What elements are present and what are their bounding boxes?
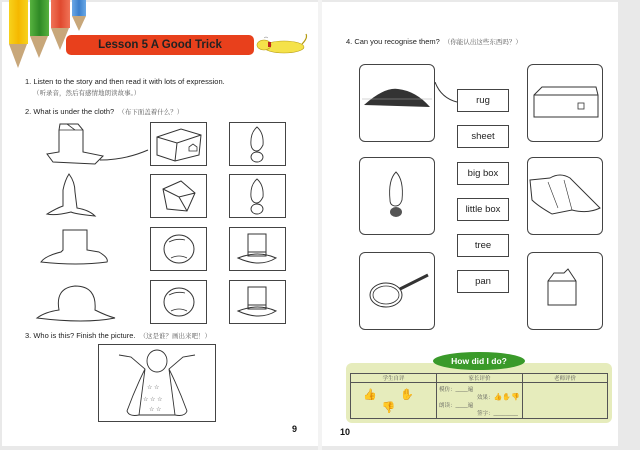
top-hat-icon bbox=[230, 281, 285, 323]
rug-icon bbox=[360, 65, 434, 141]
big-box-icon bbox=[528, 65, 602, 141]
little-box-icon bbox=[528, 253, 602, 329]
question-4-cn: （你能认出这些东西吗？） bbox=[443, 39, 522, 46]
sleeping-dog-icon bbox=[254, 32, 310, 54]
match-line bbox=[435, 82, 459, 104]
parent-effect-label: 效果： bbox=[477, 395, 494, 401]
question-1 bbox=[25, 77, 225, 86]
match-line bbox=[100, 148, 150, 162]
potted-tree-icon bbox=[360, 158, 434, 234]
picture-sheet[interactable] bbox=[527, 157, 603, 235]
option-ball-2[interactable] bbox=[150, 280, 207, 324]
sheet-icon bbox=[528, 158, 602, 234]
picture-rug[interactable] bbox=[359, 64, 435, 142]
frying-pan-icon bbox=[360, 253, 434, 329]
wizard-figure-icon bbox=[99, 345, 215, 421]
little-box-icon bbox=[151, 175, 206, 217]
question-2-cn: （布下面盖着什么？） bbox=[118, 109, 184, 116]
question-1-text: 1. Listen to the story and then read it with lots of expression. bbox=[25, 77, 225, 86]
covered-hat-drawing bbox=[37, 228, 111, 268]
parent-sign: 签字：________ bbox=[477, 411, 518, 417]
picture-tree[interactable] bbox=[359, 157, 435, 235]
col-teacher-eval: 老师评价 bbox=[523, 374, 608, 383]
how-did-i-do-badge: How did I do? bbox=[433, 352, 525, 370]
teacher-eval-cell[interactable] bbox=[523, 383, 608, 419]
option-little-box[interactable] bbox=[150, 174, 207, 218]
option-big-box[interactable] bbox=[150, 122, 207, 166]
option-ball-1[interactable] bbox=[150, 227, 207, 271]
question-3 bbox=[25, 331, 211, 340]
question-2 bbox=[25, 107, 183, 116]
svg-text:☆ ☆: ☆ ☆ bbox=[149, 407, 162, 413]
evaluation-table bbox=[350, 373, 608, 419]
thumbs-rating-icons[interactable]: 👍 ✋ 👎 bbox=[363, 388, 424, 414]
question-3-text: 3. Who is this? Finish the picture. bbox=[25, 331, 136, 340]
question-1-cn bbox=[33, 88, 140, 97]
potted-tree-icon bbox=[230, 175, 285, 217]
svg-text:☆ ☆ ☆: ☆ ☆ ☆ bbox=[143, 397, 163, 403]
picture-little-box[interactable] bbox=[527, 252, 603, 330]
question-1-cn-text: （听录音，然后有感情地朗读故事。） bbox=[33, 90, 141, 97]
option-tree-1[interactable] bbox=[229, 122, 286, 166]
parent-imitate: 模仿：____遍 bbox=[439, 387, 474, 393]
picture-pan[interactable] bbox=[359, 252, 435, 330]
question-2-text: 2. What is under the cloth? bbox=[25, 107, 115, 116]
yellow-pencil-icon bbox=[9, 0, 28, 68]
word-card-sheet[interactable]: sheet bbox=[457, 125, 509, 148]
col-student-eval: 学生自评 bbox=[351, 374, 437, 383]
covered-box-drawing bbox=[45, 122, 107, 166]
blue-pencil-icon bbox=[72, 0, 86, 31]
option-hat-2[interactable] bbox=[229, 280, 286, 324]
option-hat-1[interactable] bbox=[229, 227, 286, 271]
student-eval-cell[interactable] bbox=[351, 383, 437, 419]
potted-tree-icon bbox=[230, 123, 285, 165]
page-number-left: 9 bbox=[292, 424, 298, 434]
word-card-big-box[interactable]: big box bbox=[457, 162, 509, 185]
big-box-icon bbox=[151, 123, 206, 165]
covered-tree-drawing bbox=[45, 172, 97, 218]
word-card-pan[interactable]: pan bbox=[457, 270, 509, 293]
finish-picture-drawing-area[interactable] bbox=[98, 344, 216, 422]
green-pencil-icon bbox=[30, 0, 49, 58]
parent-read: 朗读：____遍 bbox=[439, 403, 474, 409]
lesson-title-banner: Lesson 5 A Good Trick bbox=[66, 35, 254, 55]
question-3-cn: （这是谁？画出来吧！） bbox=[139, 333, 211, 340]
question-4-text: 4. Can you recognise them? bbox=[346, 37, 440, 46]
svg-text:☆ ☆: ☆ ☆ bbox=[147, 385, 160, 391]
question-4 bbox=[346, 37, 522, 46]
word-card-rug[interactable]: rug bbox=[457, 89, 509, 112]
ball-icon bbox=[151, 281, 206, 323]
covered-ball-drawing bbox=[35, 282, 117, 324]
word-card-tree[interactable]: tree bbox=[457, 234, 509, 257]
word-card-little-box[interactable]: little box bbox=[457, 198, 509, 221]
option-tree-2[interactable] bbox=[229, 174, 286, 218]
col-parent-eval: 家长评价 bbox=[437, 374, 523, 383]
picture-big-box[interactable] bbox=[527, 64, 603, 142]
top-hat-icon bbox=[230, 228, 285, 270]
parent-effect bbox=[477, 393, 520, 401]
effect-rating-icons[interactable]: 👍✋👎 bbox=[493, 394, 520, 401]
page-number-right: 10 bbox=[340, 427, 351, 437]
parent-eval-cell[interactable] bbox=[437, 383, 523, 419]
ball-icon bbox=[151, 228, 206, 270]
